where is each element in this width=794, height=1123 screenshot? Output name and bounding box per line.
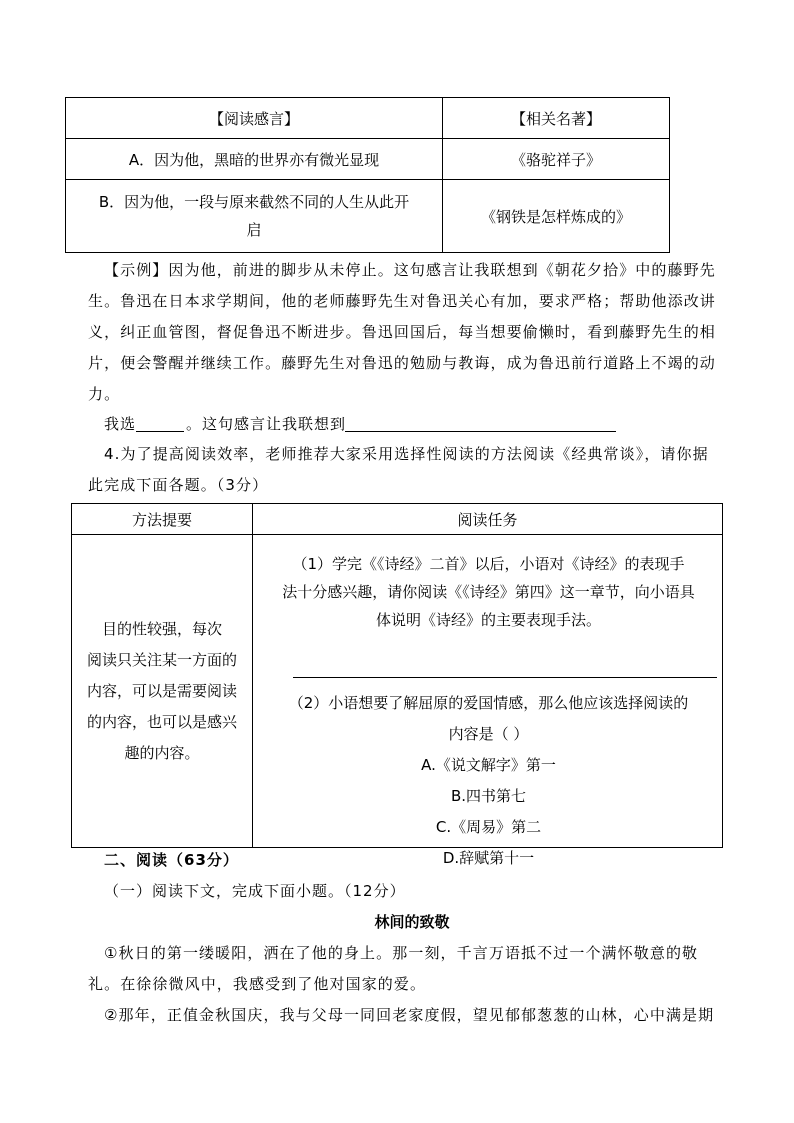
answer-middle: 。这句感言让我联想到 [186, 415, 347, 433]
article-title: 林间的致敬 [374, 913, 450, 931]
task1-answer-blank[interactable] [293, 677, 717, 678]
section-subheading: （一）阅读下文，完成下面小题。（12分） [104, 882, 406, 900]
method-line: 趣的内容。 [124, 743, 200, 762]
quote-line: 启 [246, 221, 262, 239]
table-header-row [72, 504, 723, 535]
association-blank[interactable] [345, 431, 616, 432]
article-line: 礼。在徐徐微风中，我感受到了他对国家的爱。 [88, 975, 427, 993]
option-b[interactable]: B.四书第七 [450, 787, 527, 805]
header-book: 【相关名著】 [443, 98, 670, 139]
quote-book-table [65, 97, 670, 253]
header-task: 阅读任务 [253, 504, 723, 535]
table-row [66, 180, 670, 253]
table-row [72, 535, 723, 848]
choice-blank[interactable] [136, 431, 184, 432]
answer-prefix: 我选 [104, 415, 137, 433]
example-line: 片，便会警醒并继续工作。藤野先生对鲁迅的勉励与教诲，成为鲁迅前行道路上不竭的动 [88, 354, 716, 372]
table-header-row [66, 98, 670, 139]
option-a[interactable]: A.《说文解字》第一 [421, 756, 556, 774]
q4-line: 4.为了提高阅读效率，老师推荐大家采用选择性阅读的方法阅读《经典常谈》，请你据 [104, 445, 709, 463]
article-line: ①秋日的第一缕暖阳，洒在了他的身上。那一刻，千言万语抵不过一个满怀敬意的敬 [104, 944, 699, 962]
method-line: 目的性较强，每次 [101, 619, 222, 638]
example-line: 义，纠正血管图，督促鲁迅不断进步。鲁迅回国后，每当想要偷懒时，看到藤野先生的相 [88, 323, 716, 341]
task-cell [253, 535, 723, 867]
task2-line: 内容是（ ） [448, 725, 529, 743]
header-method: 方法提要 [72, 504, 253, 535]
method-line: 的内容，也可以是感兴 [86, 712, 237, 731]
article-line: ②那年，正值金秋国庆，我与父母一同回老家度假，望见郁郁葱葱的山林，心中满是期 [104, 1006, 715, 1024]
option-d[interactable]: D.辞赋第十一 [442, 849, 535, 867]
task2-line: （2）小语想要了解屈原的爱国情感，那么他应该选择阅读的 [288, 694, 689, 712]
book-cell: 《钢铁是怎样炼成的》 [443, 180, 670, 253]
quote-cell: A．因为他，黑暗的世界亦有微光显现 [66, 139, 443, 180]
header-quote: 【阅读感言】 [66, 98, 443, 139]
section-heading: 二、阅读（63分） [104, 851, 239, 869]
example-line: 力。 [88, 385, 121, 403]
method-line: 内容，可以是需要阅读 [86, 681, 237, 700]
q4-line: 此完成下面各题。（3分） [88, 476, 269, 494]
method-line: 阅读只关注某一方面的 [86, 650, 237, 669]
option-c[interactable]: C.《周易》第二 [435, 818, 542, 836]
quote-cell [66, 180, 443, 253]
table-row [66, 139, 670, 180]
example-line: 【示例】因为他，前进的脚步从未停止。这句感言让我联想到《朝花夕拾》中的藤野先 [104, 261, 716, 279]
quote-line: B．因为他，一段与原来截然不同的人生从此开 [98, 193, 410, 211]
task1-line: （1）学完《《诗经》二首》以后，小语对《诗经》的表现手 [292, 555, 685, 573]
method-cell [72, 535, 253, 848]
task1 [261, 550, 716, 634]
task1-line: 体说明《诗经》的主要表现手法。 [375, 611, 601, 629]
task2 [261, 688, 716, 874]
book-cell: 《骆驼祥子》 [443, 139, 670, 180]
example-line: 生。鲁迅在日本求学期间，他的老师藤野先生对鲁迅关心有加，要求严格；帮助他添改讲 [88, 292, 716, 310]
task1-line: 法十分感兴趣，请你阅读《《诗经》第四》这一章节，向小语具 [282, 583, 695, 601]
